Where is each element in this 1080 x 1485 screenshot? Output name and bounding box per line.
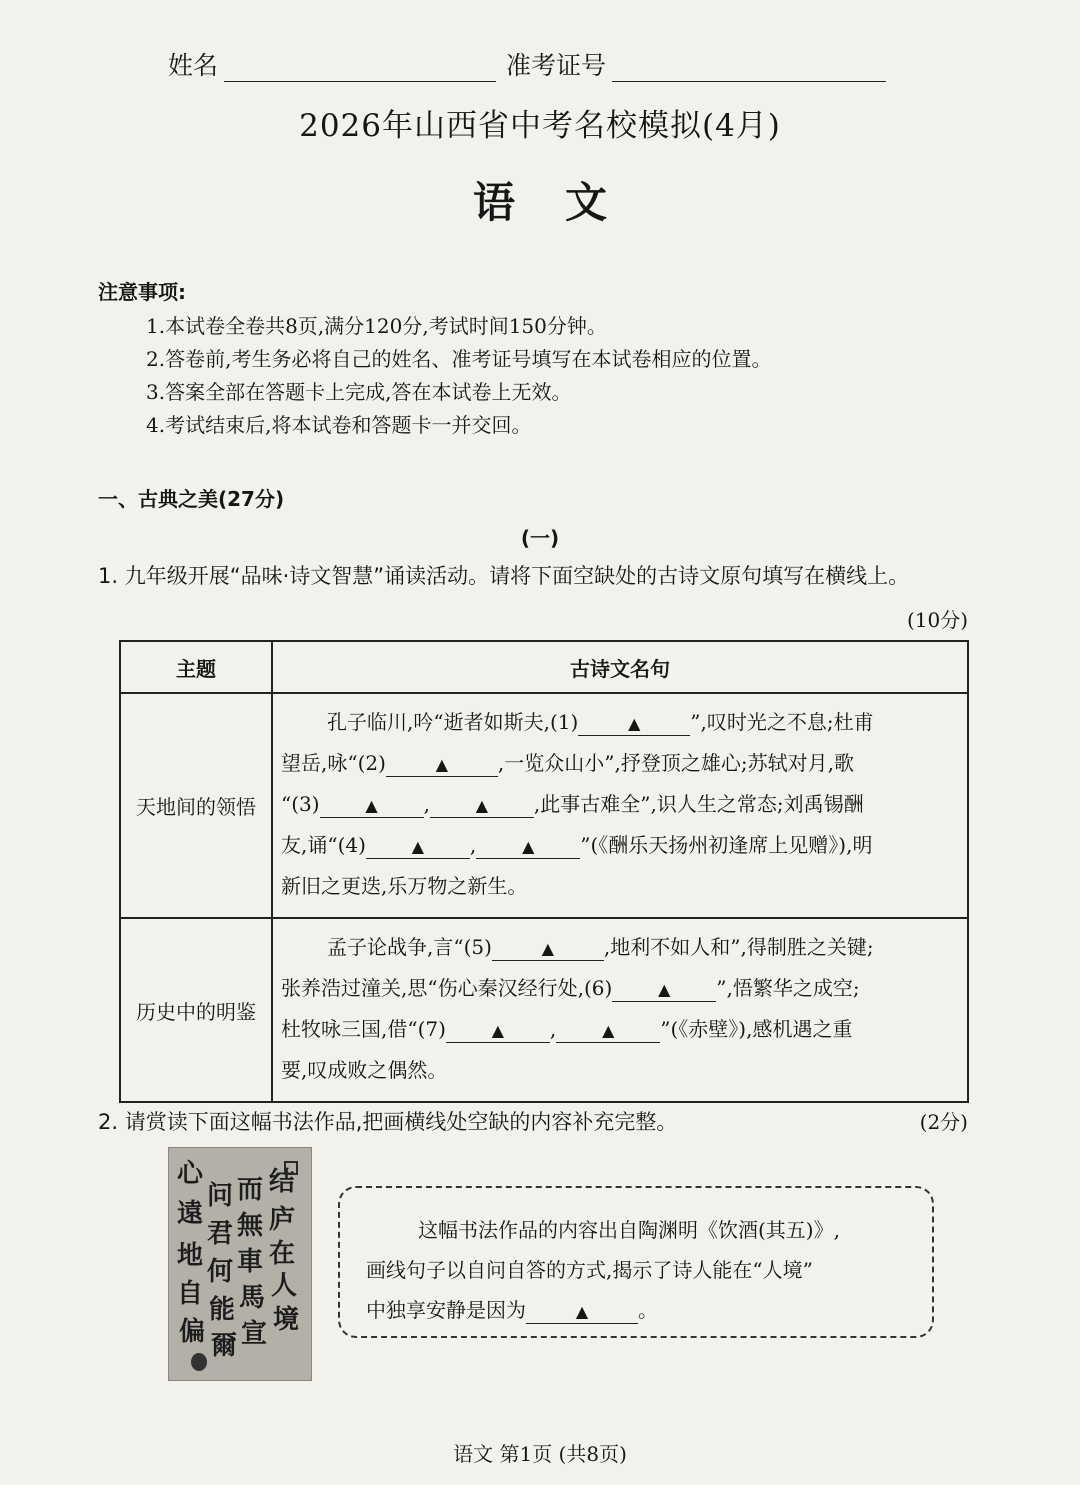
quote-text: , (469, 833, 477, 857)
theme-cell: 天地间的领悟 (120, 693, 272, 918)
notice-item: 4.考试结束后,将本试卷和答题卡一并交回。 (146, 413, 532, 437)
svg-text:地: 地 (177, 1241, 204, 1271)
quote-text: ,一览众山小”,抒登顶之雄心;苏轼对月,歌 (497, 751, 854, 775)
svg-text:何: 何 (207, 1257, 234, 1287)
header-theme: 主题 (120, 641, 272, 693)
svg-text:遠: 遠 (177, 1199, 204, 1229)
svg-text:心: 心 (177, 1159, 204, 1189)
svg-text:宣: 宣 (241, 1319, 268, 1349)
answer-blank-3a[interactable]: ▲ (320, 795, 424, 818)
quotes-cell (272, 693, 968, 918)
notice-item: 2.答卷前,考生务必将自己的姓名、准考证号填写在本试卷相应的位置。 (146, 347, 772, 371)
table-row (120, 918, 968, 1102)
quote-text: ,地利不如人和”,得制胜之关键; (603, 935, 874, 959)
callout-box (338, 1186, 934, 1338)
notice-item: 3.答案全部在答题卡上完成,答在本试卷上无效。 (146, 380, 572, 404)
answer-blank-3b[interactable]: ▲ (430, 795, 534, 818)
section-heading: 一、古典之美(27分) (98, 487, 285, 511)
quote-text: 望岳,咏“(2) (281, 751, 386, 775)
svg-text:車: 車 (237, 1247, 264, 1277)
answer-blank-q2[interactable]: ▲ (526, 1301, 638, 1324)
notice-heading: 注意事项: (98, 280, 186, 304)
quote-text: , (549, 1017, 557, 1041)
question-2-score: (2分) (919, 1110, 968, 1134)
question-1-score: (10分) (906, 608, 968, 632)
notice-list (146, 310, 771, 442)
callout-line-1: 这幅书法作品的内容出自陶渊明《饮酒(其五)》, (418, 1218, 840, 1242)
quote-text: ”(《赤壁》),感机遇之重 (660, 1017, 853, 1041)
quote-text: 友,诵“(4) (281, 833, 366, 857)
svg-text:自: 自 (177, 1279, 204, 1309)
table-header-row (120, 641, 968, 693)
exam-number-field[interactable] (612, 59, 886, 82)
svg-text:無: 無 (237, 1211, 264, 1241)
name-field[interactable] (224, 59, 496, 82)
part-heading: (一) (520, 526, 560, 550)
callout-line-2: 画线句子以自问自答的方式,揭示了诗人能在“人境” (366, 1258, 813, 1282)
svg-text:爾: 爾 (211, 1331, 238, 1361)
page-footer: 语文 第1页 (共8页) (453, 1442, 627, 1466)
quote-text: ,此事古难全”,识人生之常态;刘禹锡酬 (533, 792, 864, 816)
header-quotes: 古诗文名句 (272, 641, 968, 693)
quote-text: 杜牧咏三国,借“(7) (281, 1017, 446, 1041)
svg-text:能: 能 (209, 1295, 236, 1325)
calligraphy-image (168, 1147, 312, 1381)
quote-text: 张养浩过潼关,思“伤心秦汉经行处,(6) (281, 976, 613, 1000)
table-row (120, 693, 968, 918)
svg-text:庐: 庐 (269, 1205, 296, 1235)
answer-blank-5[interactable]: ▲ (492, 938, 604, 961)
svg-text:问: 问 (207, 1181, 234, 1211)
notice-item: 1.本试卷全卷共8页,满分120分,考试时间150分钟。 (146, 314, 607, 338)
quote-text: ”,叹时光之不息;杜甫 (690, 710, 874, 734)
svg-text:境: 境 (273, 1305, 300, 1335)
svg-text:偏: 偏 (179, 1317, 206, 1347)
answer-blank-4b[interactable]: ▲ (476, 836, 580, 859)
svg-text:在: 在 (269, 1239, 296, 1269)
exam-title: 2026年山西省中考名校模拟(4月) (299, 108, 781, 144)
answer-blank-2[interactable]: ▲ (386, 754, 498, 777)
answer-blank-1[interactable]: ▲ (578, 713, 690, 736)
quote-text: 要,叹成败之偶然。 (281, 1058, 448, 1082)
quotes-cell (272, 918, 968, 1102)
answer-blank-6[interactable]: ▲ (612, 979, 716, 1002)
question-2-text: 2. 请赏读下面这幅书法作品,把画横线处空缺的内容补充完整。 (98, 1110, 678, 1134)
callout-line-3-end: 。 (638, 1298, 658, 1322)
svg-text:人: 人 (271, 1271, 298, 1301)
svg-text:君: 君 (207, 1219, 234, 1249)
quote-text: 孔子临川,吟“逝者如斯夫,(1) (327, 710, 579, 734)
quote-text: 孟子论战争,言“(5) (327, 935, 492, 959)
candidate-fields (168, 46, 886, 82)
svg-text:馬: 馬 (239, 1283, 266, 1313)
svg-text:而: 而 (237, 1175, 264, 1205)
calligraphy-artwork (169, 1148, 311, 1380)
subject-title: 语文 (472, 178, 657, 227)
quote-text: ”,悟繁华之成空; (716, 976, 860, 1000)
answer-blank-7b[interactable]: ▲ (556, 1020, 660, 1043)
exam-number-label: 准考证号 (506, 51, 607, 80)
quote-text: 新旧之更迭,乐万物之新生。 (281, 874, 528, 898)
quote-text: ”(《酬乐天扬州初逢席上见赠》),明 (580, 833, 873, 857)
callout-line-3: 中独享安静是因为 (366, 1298, 526, 1322)
theme-cell: 历史中的明鉴 (120, 918, 272, 1102)
svg-text:结: 结 (269, 1167, 296, 1197)
answer-blank-7a[interactable]: ▲ (446, 1020, 550, 1043)
quote-text: , (423, 792, 430, 816)
quotes-table (119, 640, 969, 1103)
name-label: 姓名 (168, 51, 219, 80)
question-1-text: 1. 九年级开展“品味·诗文智慧”诵读活动。请将下面空缺处的古诗文原句填写在横线上。 (98, 564, 910, 588)
answer-blank-4a[interactable]: ▲ (366, 836, 470, 859)
quote-text: “(3) (281, 792, 320, 816)
